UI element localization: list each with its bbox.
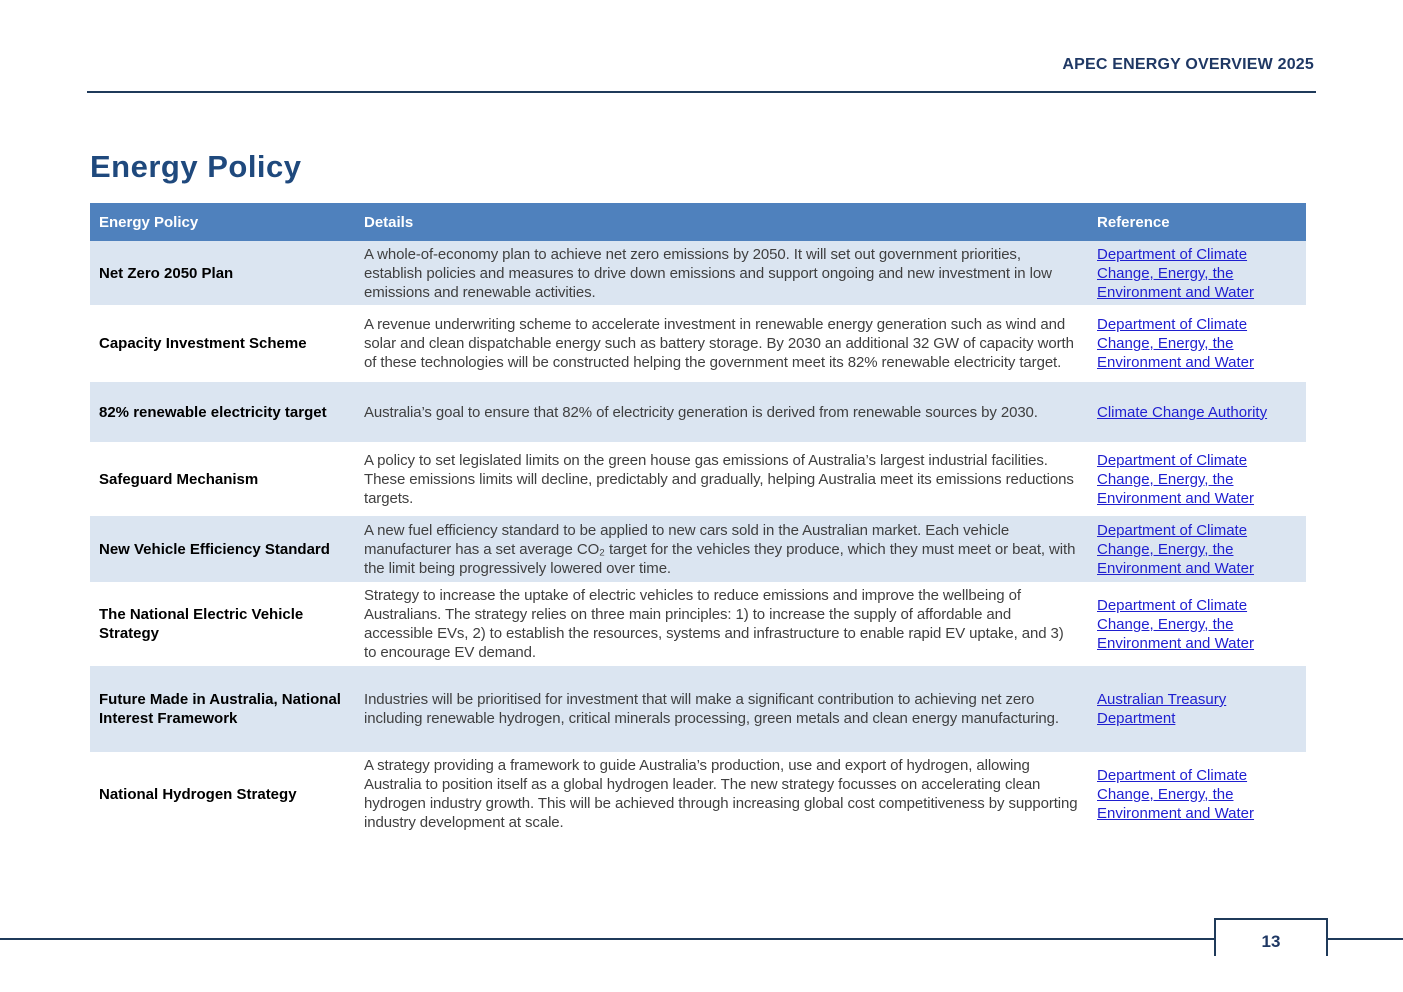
table-row	[90, 382, 1306, 442]
reference-link[interactable]: Department of Climate Change, Energy, the Environment and Water	[1097, 451, 1255, 507]
table-row	[90, 442, 1306, 516]
reference-link[interactable]: Department of Climate Change, Energy, the Environment and Water	[1097, 596, 1255, 652]
policy-name: New Vehicle Efficiency Standard	[90, 516, 355, 582]
column-header-details: Details	[355, 203, 1088, 241]
table-row	[90, 241, 1306, 305]
table-header-row	[90, 203, 1306, 241]
policy-name: Capacity Investment Scheme	[90, 305, 355, 382]
table-row	[90, 516, 1306, 582]
reference-link[interactable]: Department of Climate Change, Energy, the Environment and Water	[1097, 521, 1255, 577]
footer-divider	[0, 938, 1403, 940]
reference-link[interactable]: Climate Change Authority	[1097, 403, 1268, 421]
column-header-reference: Reference	[1088, 203, 1306, 241]
column-header-policy: Energy Policy	[90, 203, 355, 241]
policy-details: A revenue underwriting scheme to accelerate investment in renewable energy generation such as wind and solar and clean dispatchable energy such as battery storage. By 2030 an additional 32 GW of capacity worth of these technologies will be constructed helping the government meet its 82% renewable electricity target.	[355, 305, 1088, 382]
policy-name: Future Made in Australia, National Interest Framework	[90, 666, 355, 752]
table-row	[90, 752, 1306, 836]
policy-name: National Hydrogen Strategy	[90, 752, 355, 836]
reference-link[interactable]: Australian Treasury Department	[1097, 691, 1227, 727]
table-row	[90, 666, 1306, 752]
policy-name: Net Zero 2050 Plan	[90, 241, 355, 305]
reference-link[interactable]: Department of Climate Change, Energy, the Environment and Water	[1097, 245, 1255, 301]
policy-details: Strategy to increase the uptake of electric vehicles to reduce emissions and improve the wellbeing of Australians. The strategy relies on three main principles: 1) to increase the supply of affordable and accessible EVs, 2) to establish the resources, systems and infrastructure to enable rapid EV uptake, and 3) to encourage EV demand.	[355, 582, 1088, 666]
document-header-title: APEC ENERGY OVERVIEW 2025	[1062, 56, 1314, 73]
policy-details: A whole-of-economy plan to achieve net zero emissions by 2050. It will set out government priorities, establish policies and measures to drive down emissions and support ongoing and new investment in low emissions and renewable activities.	[355, 241, 1088, 305]
header-divider	[87, 91, 1316, 93]
policy-name: 82% renewable electricity target	[90, 382, 355, 442]
policy-details: Australia’s goal to ensure that 82% of electricity generation is derived from renewable sources by 2030.	[355, 382, 1088, 442]
policy-details: A new fuel efficiency standard to be applied to new cars sold in the Australian market. Each vehicle manufacturer has a set average CO₂ target for the vehicles they produce, which they must meet or beat, with the limit being progressively lowered over time.	[355, 516, 1088, 582]
reference-link[interactable]: Department of Climate Change, Energy, the Environment and Water	[1097, 766, 1255, 822]
page-number-tab	[1214, 918, 1328, 956]
policy-name: Safeguard Mechanism	[90, 442, 355, 516]
policy-name: The National Electric Vehicle Strategy	[90, 582, 355, 666]
policy-details: A policy to set legislated limits on the green house gas emissions of Australia’s largest industrial facilities. These emissions limits will decline, predictably and gradually, helping Australia meet its emissions reductions targets.	[355, 442, 1088, 516]
reference-link[interactable]: Department of Climate Change, Energy, the Environment and Water	[1097, 316, 1255, 371]
energy-policy-table	[90, 203, 1306, 836]
table-row	[90, 305, 1306, 382]
policy-details: Industries will be prioritised for investment that will make a significant contribution to achieving net zero including renewable hydrogen, critical minerals processing, green metals and clean energy manufacturing.	[355, 666, 1088, 752]
page-title: Energy Policy	[90, 149, 302, 184]
page-number: 13	[1261, 932, 1281, 951]
table-row	[90, 582, 1306, 666]
policy-details: A strategy providing a framework to guide Australia’s production, use and export of hydrogen, allowing Australia to position itself as a global hydrogen leader. The new strategy focusses on accelerating clean hydrogen industry growth. This will be achieved through increasing global cost competitiveness by supporting industry development at scale.	[355, 752, 1088, 836]
